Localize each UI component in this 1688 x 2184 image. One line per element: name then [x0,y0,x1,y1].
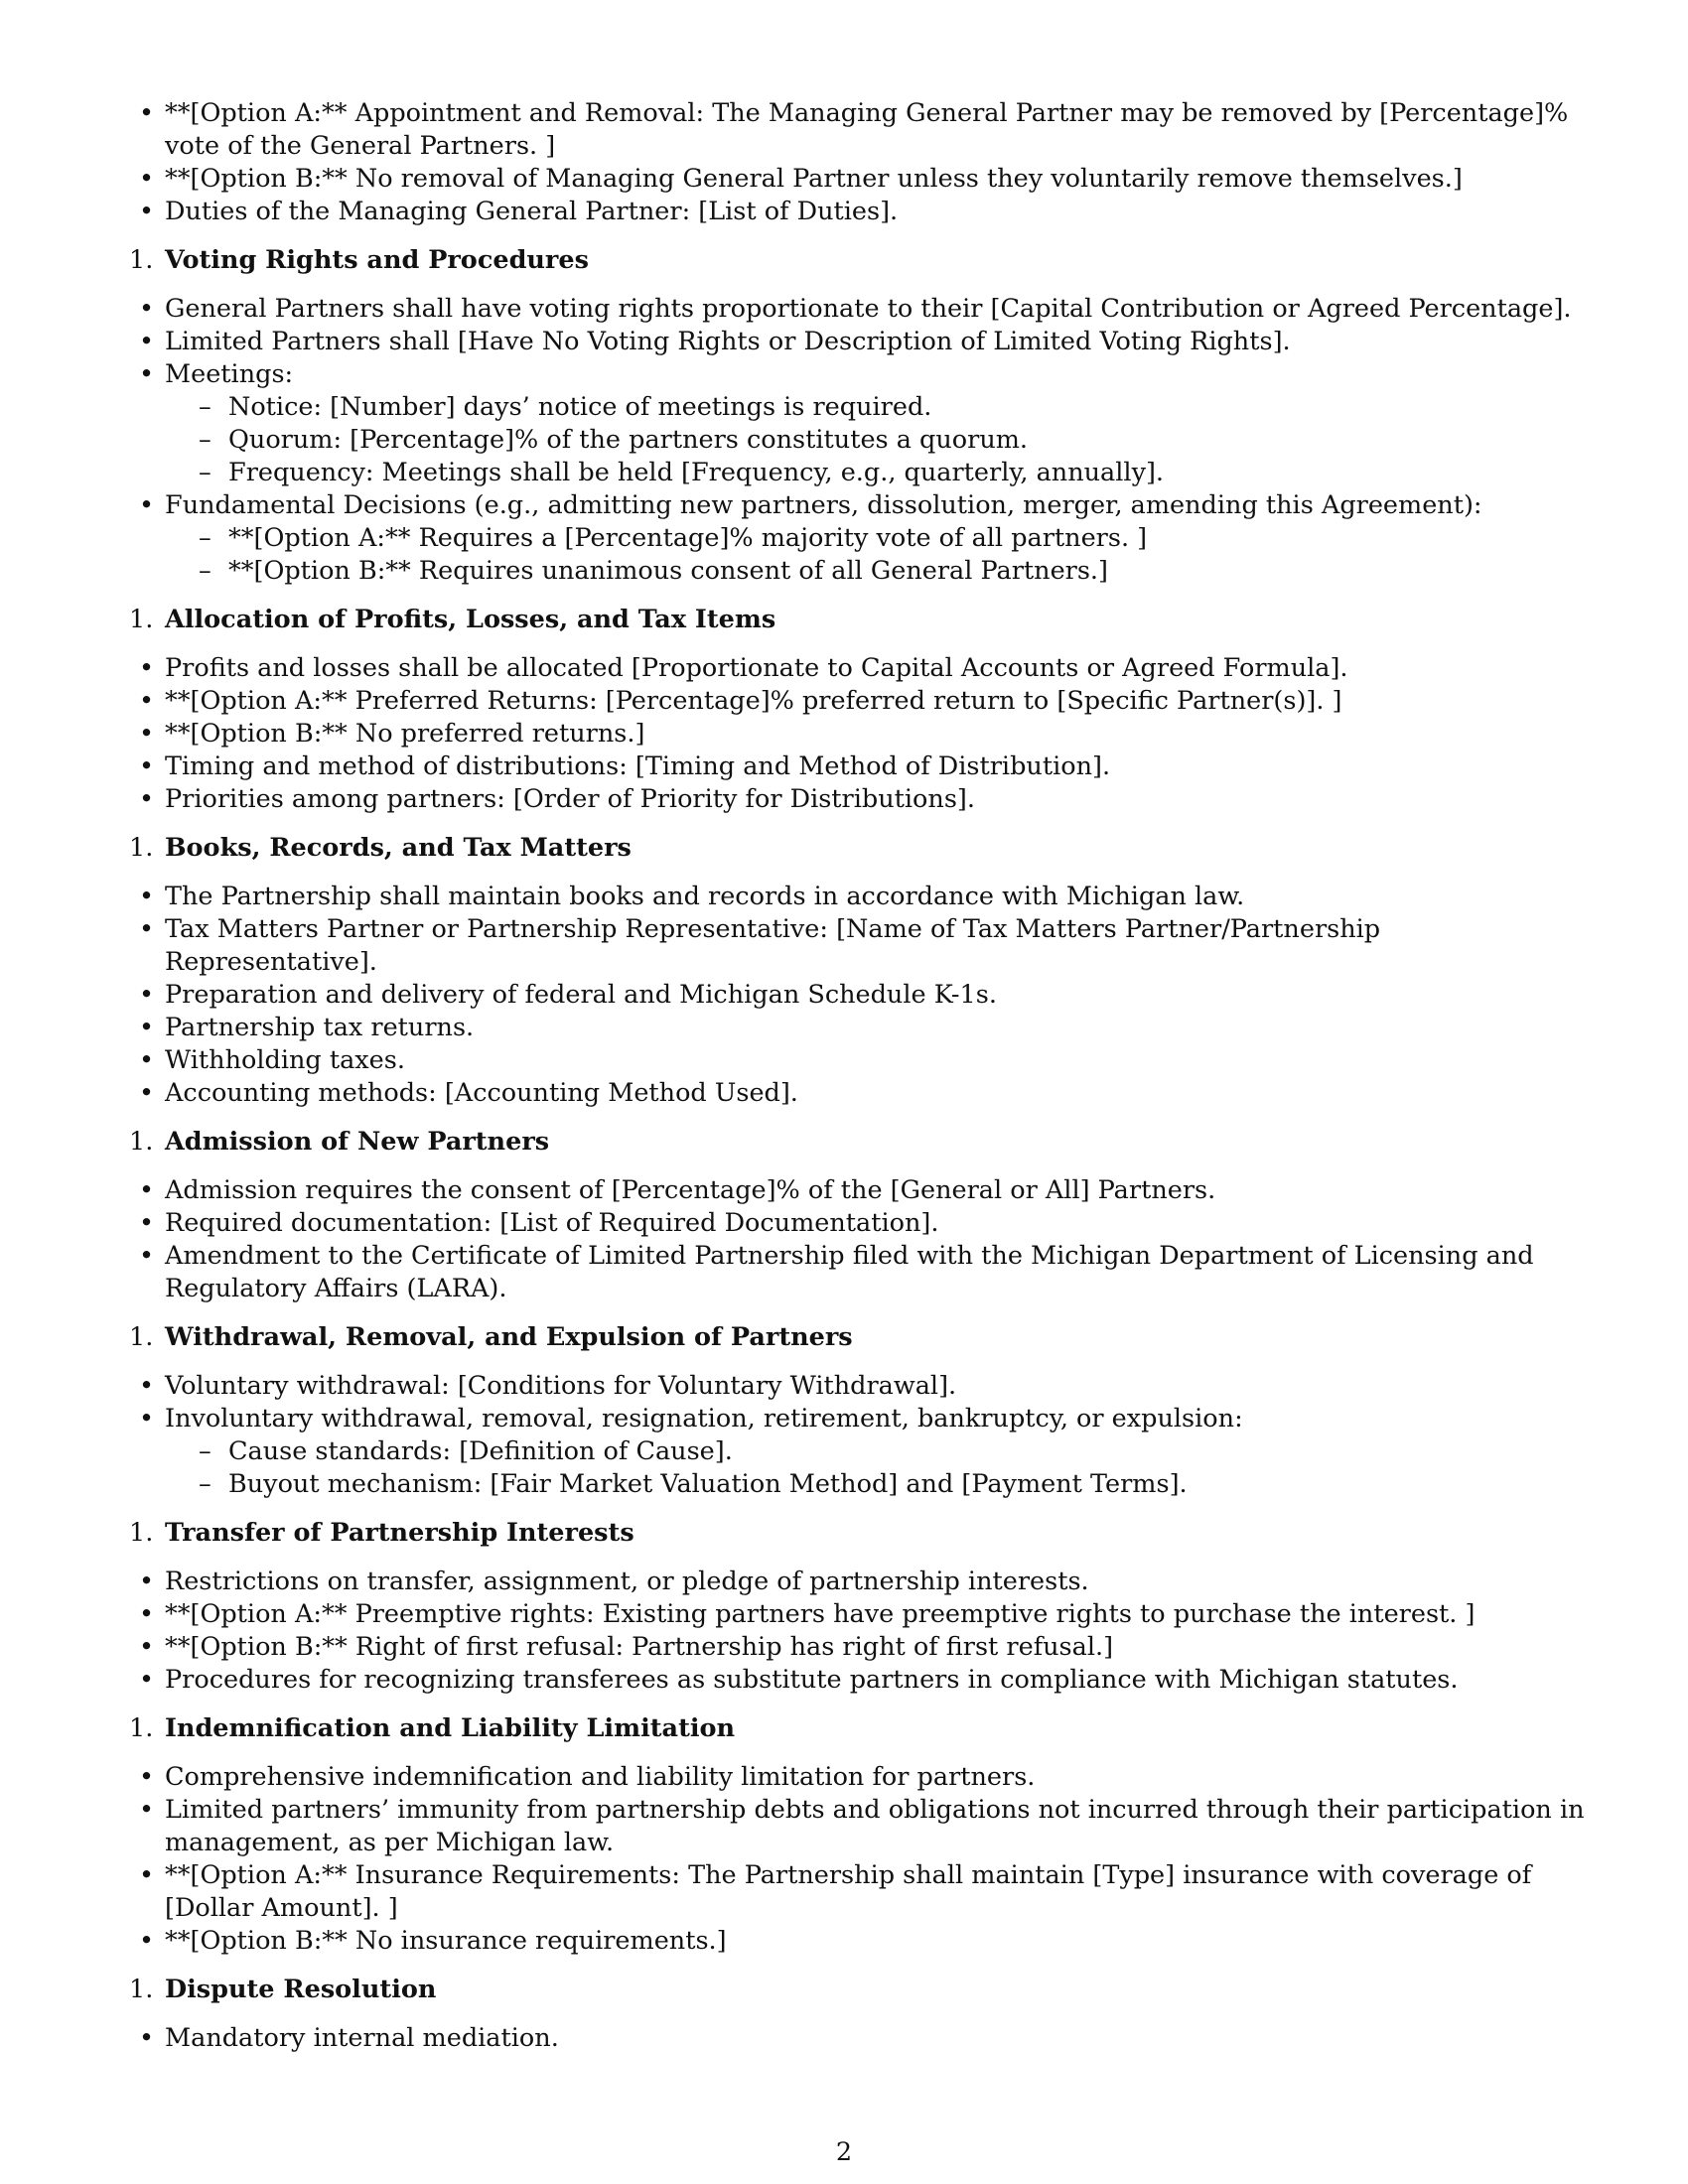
list-item: • General Partners shall have voting rights proportionate to their [Capital Contribution or Agreed Percentage]. [165,293,1591,326]
list-item: • Profits and losses shall be allocated [Proportionate to Capital Accounts or Agreed Formula]. [165,652,1591,685]
document-page [129,97,1591,2071]
list-item: • Timing and method of distributions: [Timing and Method of Distribution]. [165,751,1591,783]
section-list [165,1370,1591,1501]
list-item: • Voluntary withdrawal: [Conditions for Voluntary Withdrawal]. [165,1370,1591,1403]
list-item: • Limited Partners shall [Have No Voting Rights or Description of Limited Voting Rights]. [165,326,1591,358]
list-item-text: Meetings: [165,359,294,389]
list-item: • Tax Matters Partner or Partnership Representative: [Name of Tax Matters Partner/Partnership Representative]. [165,913,1591,979]
section-list [165,1761,1591,1958]
section-title: Transfer of Partnership Interests [165,1518,634,1548]
list-item [165,1403,1591,1501]
page-number: 2 [835,2137,853,2167]
section-heading [129,244,1591,277]
sub-list [165,1435,1591,1501]
section-title: Books, Records, and Tax Matters [165,833,632,863]
sub-list-item: – Buyout mechanism: [Fair Market Valuation Method] and [Payment Terms]. [165,1468,1591,1501]
list-item-text: Fundamental Decisions (e.g., admitting new partners, dissolution, merger, amending this Agreement): [165,490,1482,520]
section-title: Admission of New Partners [165,1127,550,1157]
list-item: • The Partnership shall maintain books and records in accordance with Michigan law. [165,881,1591,913]
section-number: 1. [129,833,154,863]
section-title: Withdrawal, Removal, and Expulsion of Partners [165,1322,853,1352]
section-list [165,1174,1591,1305]
list-item: • Amendment to the Certificate of Limited Partnership filed with the Michigan Department of Licensing and Regulatory Affairs (LARA). [165,1240,1591,1305]
section-list [165,652,1591,816]
sub-list-item: – **[Option A:** Requires a [Percentage]% majority vote of all partners. ] [165,522,1591,555]
list-item: • **[Option A:** Preemptive rights: Existing partners have preemptive rights to purchase the interest. ] [165,1598,1591,1631]
list-item: • Mandatory internal mediation. [165,2022,1591,2055]
list-item: • Admission requires the consent of [Percentage]% of the [General or All] Partners. [165,1174,1591,1207]
sub-list-item: – Quorum: [Percentage]% of the partners constitutes a quorum. [165,424,1591,457]
section-number: 1. [129,245,154,275]
section-heading [129,1321,1591,1354]
list-item: • Limited partners’ immunity from partnership debts and obligations not incurred through their participation in management, as per Michigan law. [165,1794,1591,1859]
list-item: • Restrictions on transfer, assignment, or pledge of partnership interests. [165,1566,1591,1598]
section-heading [129,1974,1591,2006]
list-item: • **[Option B:** No preferred returns.] [165,718,1591,751]
section-list [165,881,1591,1110]
list-item: • Duties of the Managing General Partner: [List of Duties]. [165,196,1591,228]
section-number: 1. [129,1975,154,2004]
list-item-text: Involuntary withdrawal, removal, resignation, retirement, bankruptcy, or expulsion: [165,1404,1243,1433]
sub-list-item: – Frequency: Meetings shall be held [Frequency, e.g., quarterly, annually]. [165,457,1591,489]
section-number: 1. [129,1322,154,1352]
list-item: • **[Option B:** No removal of Managing General Partner unless they voluntarily remove themselves.] [165,163,1591,196]
sub-list-item: – Notice: [Number] days’ notice of meetings is required. [165,391,1591,424]
section-heading [129,832,1591,865]
section-list [165,2022,1591,2055]
section-heading [129,1712,1591,1745]
section-number: 1. [129,1518,154,1548]
section-title: Voting Rights and Procedures [165,245,589,275]
list-item: • Comprehensive indemnification and liability limitation for partners. [165,1761,1591,1794]
list-item: • Withholding taxes. [165,1044,1591,1077]
list-item: • Procedures for recognizing transferees as substitute partners in compliance with Michigan statutes. [165,1664,1591,1697]
section-heading [129,1126,1591,1159]
list-item: • Accounting methods: [Accounting Method Used]. [165,1077,1591,1110]
list-item: • **[Option A:** Appointment and Removal: The Managing General Partner may be removed by [Percentage]% vote of the General Partners. ] [165,97,1591,163]
section-number: 1. [129,605,154,634]
section-title: Indemnification and Liability Limitation [165,1713,736,1743]
section-number: 1. [129,1713,154,1743]
section-number: 1. [129,1127,154,1157]
sub-list-item: – Cause standards: [Definition of Cause]. [165,1435,1591,1468]
list-item: • **[Option B:** Right of first refusal: Partnership has right of first refusal.] [165,1631,1591,1664]
list-item [165,489,1591,588]
intro-list [165,97,1591,228]
section-heading [129,1517,1591,1550]
list-item: • Required documentation: [List of Required Documentation]. [165,1207,1591,1240]
sub-list-item: – **[Option B:** Requires unanimous consent of all General Partners.] [165,555,1591,588]
section-list [165,293,1591,588]
list-item: • Partnership tax returns. [165,1012,1591,1044]
section-title: Allocation of Profits, Losses, and Tax Items [165,605,776,634]
section-list [165,1566,1591,1697]
list-item: • **[Option A:** Preferred Returns: [Percentage]% preferred return to [Specific Partner(s)]. ] [165,685,1591,718]
list-item: • **[Option B:** No insurance requirements.] [165,1925,1591,1958]
list-item [165,358,1591,489]
section-heading [129,604,1591,636]
list-item: • **[Option A:** Insurance Requirements: The Partnership shall maintain [Type] insurance with coverage of [Dollar Amount]. ] [165,1859,1591,1925]
list-item: • Priorities among partners: [Order of Priority for Distributions]. [165,783,1591,816]
section-title: Dispute Resolution [165,1975,437,2004]
sub-list [165,391,1591,489]
list-item: • Preparation and delivery of federal and Michigan Schedule K-1s. [165,979,1591,1012]
sub-list [165,522,1591,588]
